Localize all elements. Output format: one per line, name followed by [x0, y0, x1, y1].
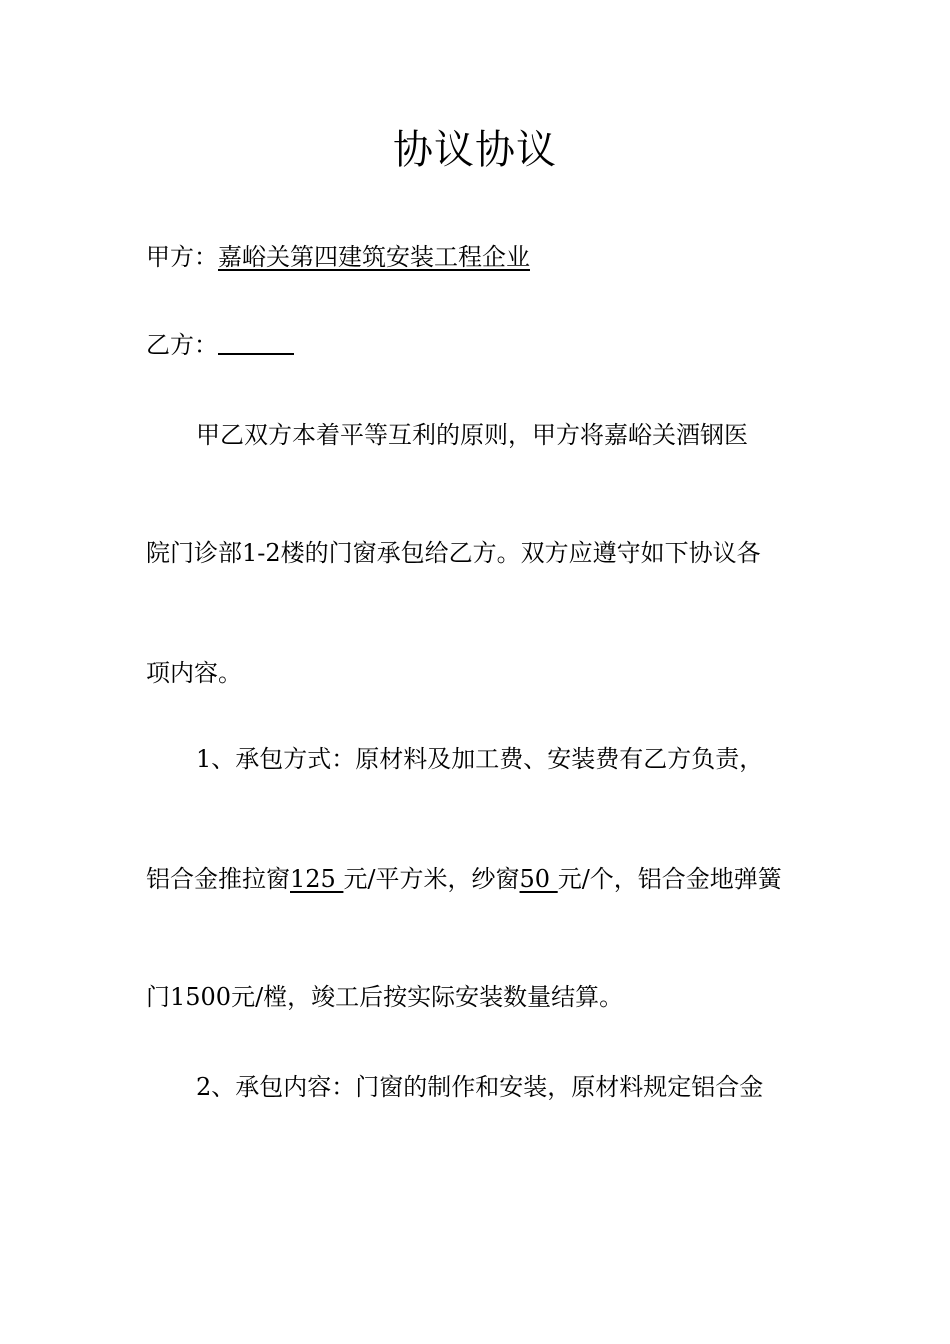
intro-line-2: 院门诊部1-2楼的门窗承包给乙方。双方应遵守如下协议各 [146, 539, 761, 567]
party-a-name: 嘉峪关第四建筑安装工程企业 [218, 243, 530, 271]
party-b-line [146, 328, 294, 362]
intro-line-1: 甲乙双方本着平等互利的原则，甲方将嘉峪关酒钢医 [196, 421, 748, 449]
party-b-label: 乙方： [146, 331, 218, 359]
window-price: 125 [290, 865, 344, 893]
document-title: 协议协议 [393, 127, 557, 173]
clause1-line-2 [146, 862, 782, 896]
clause1-text-b: 元/平方米，纱窗 [343, 865, 520, 893]
intro-line-3: 项内容。 [146, 659, 242, 687]
party-a-label: 甲方： [146, 243, 218, 271]
clause1-line-3: 门1500元/樘，竣工后按实际安装数量结算。 [146, 983, 624, 1011]
clause1-line-1: 1、承包方式：原材料及加工费、安装费有乙方负责， [196, 745, 764, 773]
party-b-blank [218, 331, 294, 355]
screen-price: 50 [519, 865, 558, 893]
party-a-line [146, 240, 530, 274]
clause1-text-a: 铝合金推拉窗 [146, 865, 290, 893]
clause2-line-1: 2、承包内容：门窗的制作和安装，原材料规定铝合金 [196, 1073, 764, 1101]
clause1-text-c: 元/个，铝合金地弹簧 [557, 865, 782, 893]
